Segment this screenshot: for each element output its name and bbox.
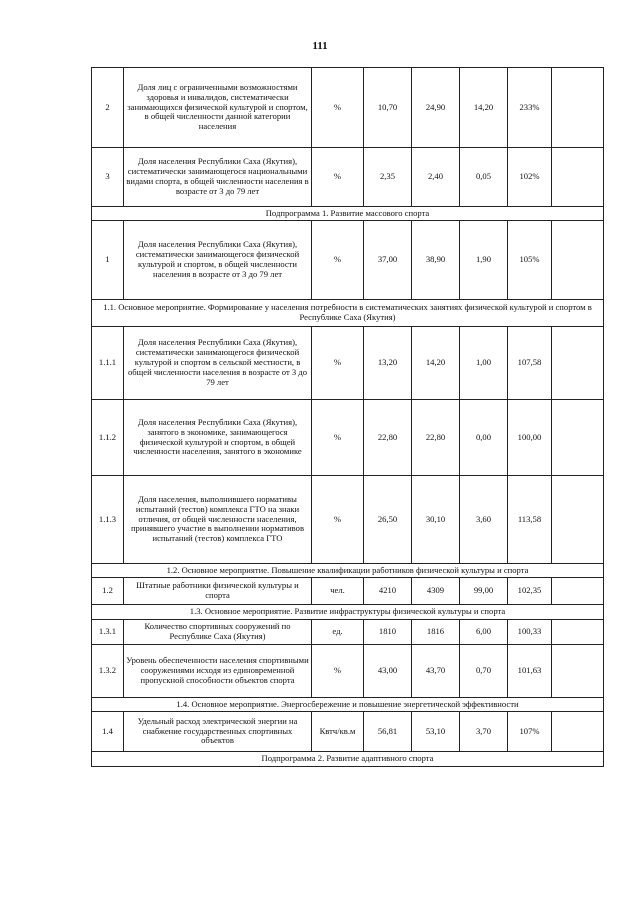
note-cell (552, 712, 604, 752)
unit-cell: % (312, 476, 364, 564)
indicator-description: Доля населения Республики Саха (Якутия), систематически занимающегося физической культурой и спортом в сельской местности, в общей численности населения в возрасте от 3 до 79 лет (124, 327, 312, 400)
indicators-table (91, 67, 604, 767)
indicator-description: Удельный расход электрической энергии на снабжение государственных спортивных объектов (124, 712, 312, 752)
planned-value: 2,35 (364, 148, 412, 207)
indicator-number: 1.1.2 (92, 400, 124, 476)
actual-value: 38,90 (412, 221, 460, 300)
table-row (92, 400, 604, 476)
planned-value: 22,80 (364, 400, 412, 476)
note-cell (552, 148, 604, 207)
unit-cell: % (312, 221, 364, 300)
unit-cell: % (312, 327, 364, 400)
indicator-number: 1.3.1 (92, 620, 124, 645)
indicator-description: Доля населения Республики Саха (Якутия), занятого в экономике, занимающегося физической культурой и спортом, в общей численности населения, занятого в экономике (124, 400, 312, 476)
section-title: 1.4. Основное мероприятие. Энергосбережение и повышение энергетической эффективности (92, 698, 604, 712)
completion-percent: 105% (508, 221, 552, 300)
planned-value: 13,20 (364, 327, 412, 400)
section-title: Подпрограмма 1. Развитие массового спорта (92, 207, 604, 221)
note-cell (552, 68, 604, 148)
planned-value: 4210 (364, 578, 412, 605)
deviation-value: 99,00 (460, 578, 508, 605)
section-row (92, 207, 604, 221)
actual-value: 30,10 (412, 476, 460, 564)
indicator-description: Уровень обеспеченности населения спортивными сооружениями исходя из единовременной пропускной способности объектов спорта (124, 645, 312, 698)
indicator-description: Доля населения Республики Саха (Якутия), систематически занимающегося национальными видами спорта, в общей численности населения в возрасте от 3 до 79 лет (124, 148, 312, 207)
deviation-value: 0,00 (460, 400, 508, 476)
completion-percent: 102% (508, 148, 552, 207)
section-title: 1.1. Основное мероприятие. Формирование у населения потребности в систематических занятиях физической культурой и спортом в Республике Саха (Якутия) (92, 300, 604, 327)
note-cell (552, 221, 604, 300)
indicator-description: Штатные работники физической культуры и спорта (124, 578, 312, 605)
completion-percent: 100,00 (508, 400, 552, 476)
table-row (92, 645, 604, 698)
planned-value: 37,00 (364, 221, 412, 300)
table-row (92, 712, 604, 752)
note-cell (552, 327, 604, 400)
completion-percent: 102,35 (508, 578, 552, 605)
table-row (92, 221, 604, 300)
note-cell (552, 578, 604, 605)
unit-cell: % (312, 148, 364, 207)
table-row (92, 476, 604, 564)
deviation-value: 1,00 (460, 327, 508, 400)
note-cell (552, 476, 604, 564)
page-number: 111 (312, 40, 328, 52)
indicator-number: 3 (92, 148, 124, 207)
deviation-value: 1,90 (460, 221, 508, 300)
actual-value: 1816 (412, 620, 460, 645)
planned-value: 26,50 (364, 476, 412, 564)
note-cell (552, 645, 604, 698)
indicator-number: 1 (92, 221, 124, 300)
note-cell (552, 620, 604, 645)
completion-percent: 101,63 (508, 645, 552, 698)
actual-value: 22,80 (412, 400, 460, 476)
actual-value: 2,40 (412, 148, 460, 207)
section-row (92, 698, 604, 712)
section-title: 1.2. Основное мероприятие. Повышение квалификации работников физической культуры и спорта (92, 564, 604, 578)
deviation-value: 6,00 (460, 620, 508, 645)
unit-cell: % (312, 68, 364, 148)
completion-percent: 100,33 (508, 620, 552, 645)
indicator-number: 1.3.2 (92, 645, 124, 698)
unit-cell: Квтч/кв.м (312, 712, 364, 752)
planned-value: 1810 (364, 620, 412, 645)
deviation-value: 3,60 (460, 476, 508, 564)
note-cell (552, 400, 604, 476)
completion-percent: 107,58 (508, 327, 552, 400)
planned-value: 10,70 (364, 68, 412, 148)
indicator-description: Доля населения Республики Саха (Якутия), систематически занимающегося физической культурой и спортом, в общей численности населения в возрасте от 3 до 79 лет (124, 221, 312, 300)
deviation-value: 14,20 (460, 68, 508, 148)
section-row (92, 300, 604, 327)
indicator-number: 1.2 (92, 578, 124, 605)
indicator-number: 2 (92, 68, 124, 148)
unit-cell: ед. (312, 620, 364, 645)
deviation-value: 3,70 (460, 712, 508, 752)
table-row (92, 148, 604, 207)
deviation-value: 0,05 (460, 148, 508, 207)
unit-cell: чел. (312, 578, 364, 605)
planned-value: 43,00 (364, 645, 412, 698)
indicator-description: Доля лиц с ограниченными возможностями здоровья и инвалидов, систематически занимающихся физической культурой и спортом, в общей численности данной категории населения (124, 68, 312, 148)
indicator-number: 1.1.3 (92, 476, 124, 564)
indicator-number: 1.1.1 (92, 327, 124, 400)
indicator-number: 1.4 (92, 712, 124, 752)
table-row (92, 578, 604, 605)
actual-value: 14,20 (412, 327, 460, 400)
unit-cell: % (312, 645, 364, 698)
table-body (92, 68, 604, 767)
table-row (92, 327, 604, 400)
section-title: 1.3. Основное мероприятие. Развитие инфраструктуры физической культуры и спорта (92, 605, 604, 620)
deviation-value: 0,70 (460, 645, 508, 698)
completion-percent: 113,58 (508, 476, 552, 564)
completion-percent: 107% (508, 712, 552, 752)
section-row (92, 752, 604, 767)
actual-value: 24,90 (412, 68, 460, 148)
completion-percent: 233% (508, 68, 552, 148)
actual-value: 4309 (412, 578, 460, 605)
table-row (92, 620, 604, 645)
section-row (92, 605, 604, 620)
actual-value: 43,70 (412, 645, 460, 698)
unit-cell: % (312, 400, 364, 476)
indicator-description: Количество спортивных сооружений по Республике Саха (Якутия) (124, 620, 312, 645)
section-title: Подпрограмма 2. Развитие адаптивного спорта (92, 752, 604, 767)
planned-value: 56,81 (364, 712, 412, 752)
section-row (92, 564, 604, 578)
indicator-description: Доля населения, выполнившего нормативы испытаний (тестов) комплекса ГТО на знаки отличия, от общей численности населения, принявшего участие в выполнении нормативов испытаний (тестов) комплекса ГТО (124, 476, 312, 564)
table-row (92, 68, 604, 148)
actual-value: 53,10 (412, 712, 460, 752)
